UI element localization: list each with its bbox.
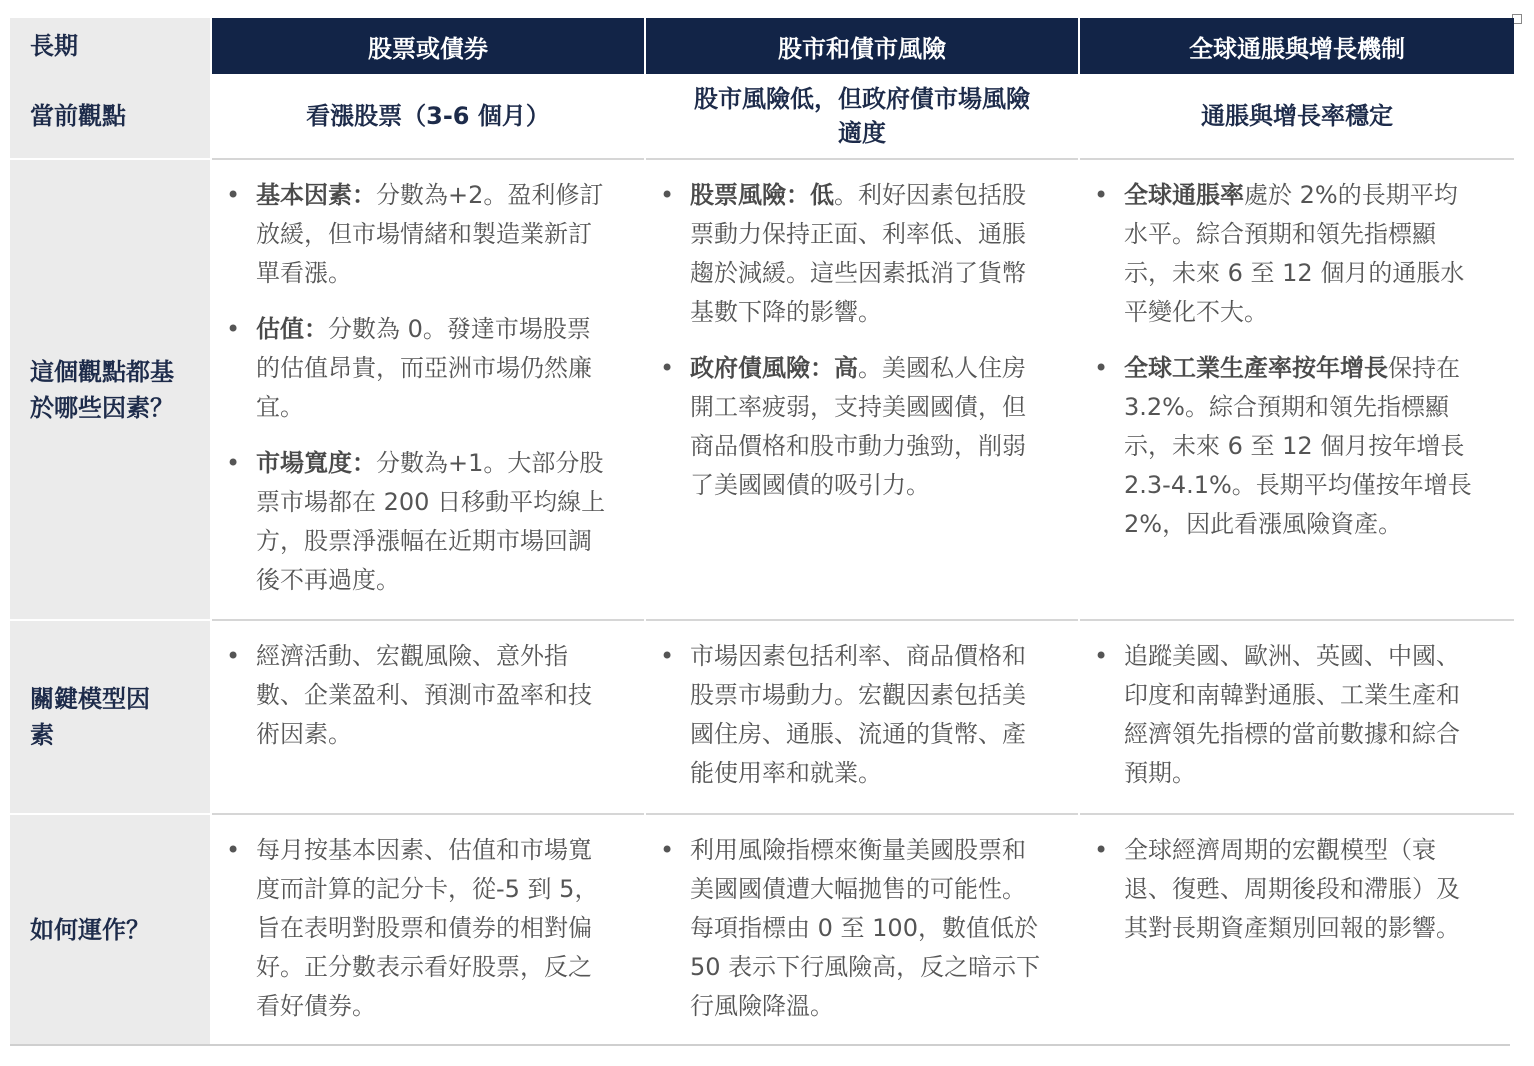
view-regime: 通脹與增長率穩定	[1201, 102, 1393, 130]
header-row	[10, 18, 1510, 74]
list-item: • 基本因素：分數為+2。盈利修訂放緩，但市場情緒和製造業新訂單看漲。	[222, 176, 612, 293]
list-item: • 追蹤美國、歐洲、英國、中國、印度和南韓對通脹、工業生產和經濟領先指標的當前數據和綜合預期。	[1090, 637, 1480, 793]
list-item: • 全球經濟周期的宏觀模型（衰退、復甦、周期後段和滯脹）及其對長期資產類別回報的影響。	[1090, 831, 1480, 948]
view-market-risk: 股市風險低，但政府債市場風險適度	[694, 85, 1030, 147]
list-item: • 政府債風險：高。美國私人住房開工率疲弱，支持美國國債，但商品價格和股市動力強勁，削弱了美國國債的吸引力。	[656, 349, 1046, 505]
list-item: • 全球工業生產率按年增長保持在 3.2%。綜合預期和領先指標顯示，未來 6 至 12 個月按年增長 2.3-4.1%。長期平均僅按年增長 2%，因此看漲風險資產。	[1090, 349, 1480, 544]
header-label: 長期	[10, 18, 210, 74]
list-item: • 利用風險指標來衡量美國股票和美國國債遭大幅拋售的可能性。每項指標由 0 至 100，數值低於 50 表示下行風險高，反之暗示下行風險降溫。	[656, 831, 1046, 1026]
row-label-basis: 這個觀點都基於哪些因素？	[10, 160, 210, 619]
model-market-risk	[646, 621, 1078, 813]
row-label-model: 關鍵模型因素	[10, 621, 210, 813]
list-item: • 經濟活動、宏觀風險、意外指數、企業盈利、預測市盈率和技術因素。	[222, 637, 612, 754]
column-header-stocks-bonds: 股票或債券	[212, 18, 644, 74]
how-row	[10, 815, 1510, 1044]
how-market-risk	[646, 815, 1078, 1044]
column-header-market-risk: 股市和債市風險	[646, 18, 1078, 74]
list-item: • 市場因素包括利率、商品價格和股票市場動力。宏觀因素包括美國住房、通脹、流通的貨幣、產能使用率和就業。	[656, 637, 1046, 793]
current-view-row	[10, 74, 1510, 158]
list-item: • 市場寬度：分數為+1。大部分股票市場都在 200 日移動平均線上方，股票淨漲幅在近期市場回調後不再過度。	[222, 444, 612, 600]
list-item: • 股票風險：低。利好因素包括股票動力保持正面、利率低、通脹趨於減緩。這些因素抵消了貨幣基數下降的影響。	[656, 176, 1046, 332]
model-stocks-bonds	[212, 621, 644, 813]
row-label-how: 如何運作？	[10, 815, 210, 1044]
view-stocks-bonds: 看漲股票（3-6 個月）	[306, 102, 550, 130]
how-stocks-bonds	[212, 815, 644, 1044]
column-header-regime: 全球通脹與增長機制	[1080, 18, 1514, 74]
model-regime	[1080, 621, 1514, 813]
row-label-current-view: 當前觀點	[10, 74, 210, 158]
list-item: • 全球通脹率處於 2%的長期平均水平。綜合預期和領先指標顯示，未來 6 至 12 個月的通脹水平變化不大。	[1090, 176, 1480, 332]
basis-stocks-bonds	[212, 160, 644, 619]
list-item: • 估值：分數為 0。發達市場股票的估值昂貴，而亞洲市場仍然廉宜。	[222, 310, 612, 427]
how-regime	[1080, 815, 1514, 1044]
outlook-table	[10, 18, 1510, 1046]
basis-regime	[1080, 160, 1514, 619]
list-item: • 每月按基本因素、估值和市場寬度而計算的記分卡，從-5 到 5，旨在表明對股票和債券的相對偏好。正分數表示看好股票，反之看好債券。	[222, 831, 612, 1026]
basis-market-risk	[646, 160, 1078, 619]
table-bottom-border	[10, 1044, 1510, 1046]
model-row	[10, 621, 1510, 813]
basis-row	[10, 160, 1510, 619]
